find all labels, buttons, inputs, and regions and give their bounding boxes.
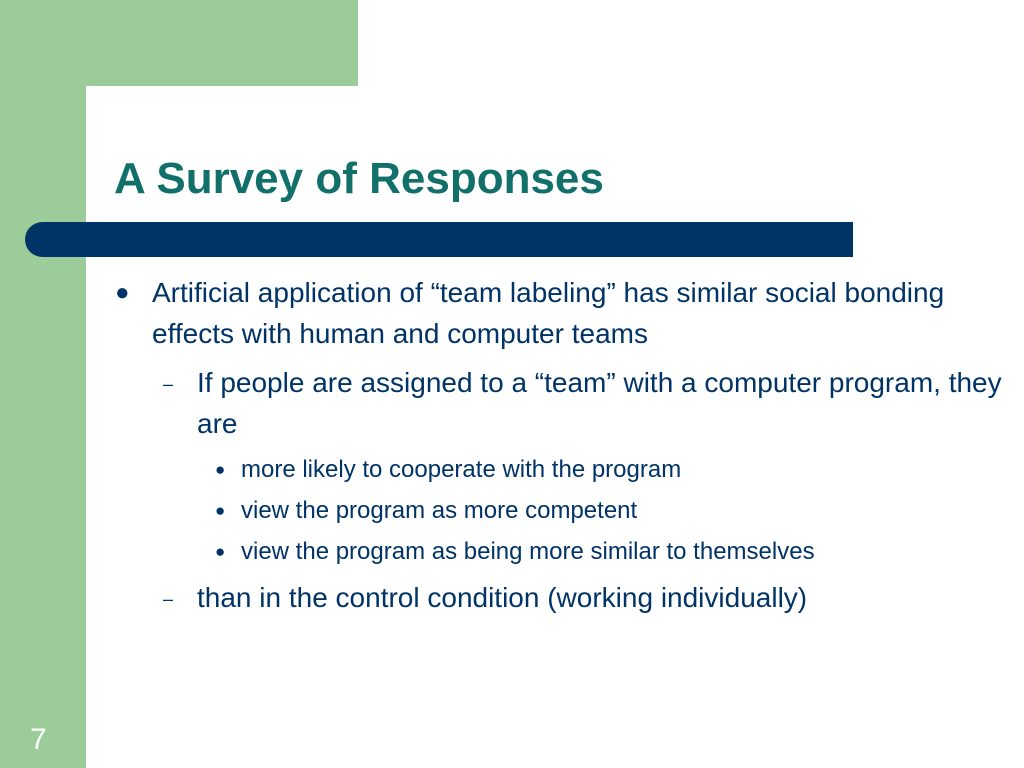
sub-bullet-text: If people are assigned to a “team” with a computer program, they are [197, 367, 1002, 439]
bullet-dot-icon: ● [115, 279, 130, 306]
sub-sub-bullet-text: view the program as more competent [241, 497, 638, 524]
bullet-dot-icon: ● [215, 501, 226, 520]
sub-sub-bullet-text: view the program as being more similar to themselves [241, 538, 815, 565]
sub-bullet-item [160, 577, 1004, 618]
bullet-item [114, 272, 1004, 354]
sub-sub-bullet-text: more likely to cooperate with the program [241, 456, 682, 483]
sub-bullet-item [160, 362, 1004, 444]
bullet-list [114, 272, 1004, 618]
green-frame-top [0, 0, 358, 86]
bullet-dot-icon: ● [215, 542, 226, 561]
page-number: 7 [30, 723, 47, 756]
sub-sub-bullet-item [215, 449, 1004, 490]
title-underline-bar [25, 222, 853, 257]
sub-sub-bullet-item [215, 490, 1004, 531]
sub-sub-bullet-item [215, 531, 1004, 572]
dash-icon: – [163, 374, 174, 394]
bullet-dot-icon: ● [215, 460, 226, 479]
sub-bullet-text: than in the control condition (working individually) [197, 582, 808, 613]
dash-icon: – [163, 589, 174, 609]
green-frame-left [0, 0, 86, 768]
bullet-text: Artificial application of “team labeling” has similar social bonding effects with human and computer teams [152, 277, 945, 349]
slide-title: A Survey of Responses [114, 154, 604, 203]
